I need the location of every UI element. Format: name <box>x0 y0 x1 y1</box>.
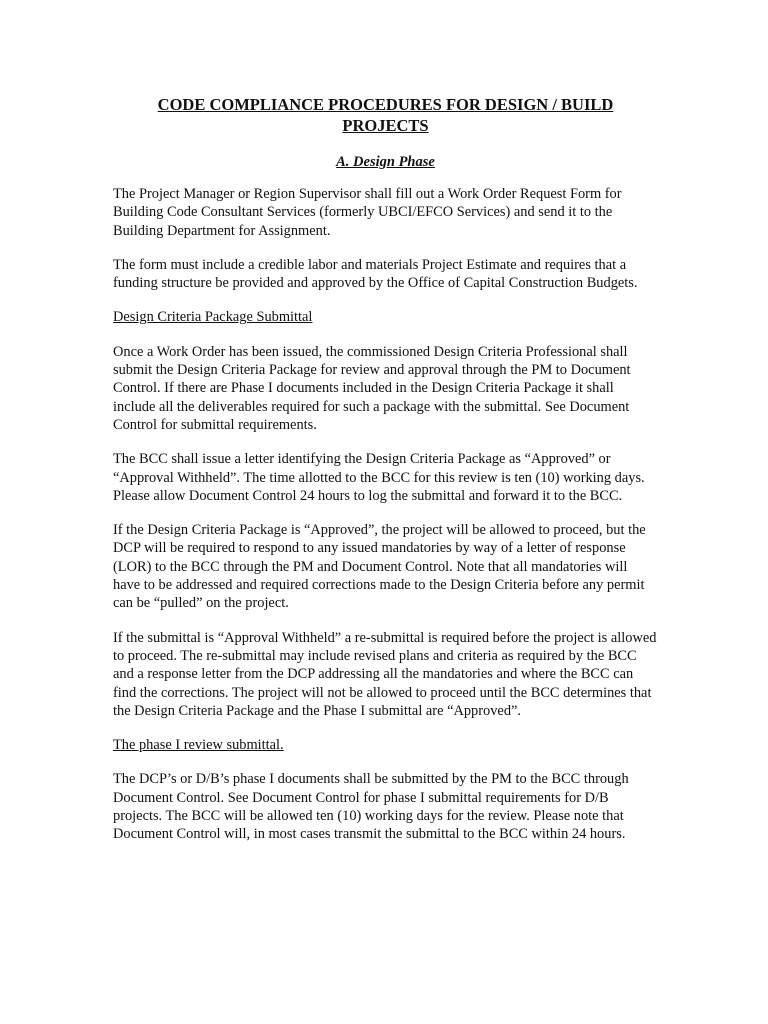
title-line-1: CODE COMPLIANCE PROCEDURES FOR DESIGN / BUILD <box>157 95 614 114</box>
heading-phase-i-review: The phase I review submittal. <box>113 737 284 754</box>
section-title: A. Design Phase <box>336 154 435 170</box>
paragraph-approval-withheld: If the submittal is “Approval Withheld” a re-submittal is required before the project is allowed to proceed. The re-submittal may include revised plans and criteria as required by the BCC and a response letter from the DCP addressing all the mandatories and where the BCC can find the corrections. The project will not be allowed to proceed until the BCC determines that the Design Criteria Package and the Phase I submittal are “Approved”. <box>113 629 657 719</box>
paragraph-bcc-letter: The BCC shall issue a letter identifying the Design Criteria Package as “Approved” or “Approval Withheld”. The time allotted to the BCC for this review is ten (10) working days. Please allow Document Control 24 hours to log the submittal and forward it to the BCC. <box>113 451 645 504</box>
document-page <box>113 94 658 860</box>
title-line-2: PROJECTS <box>342 116 429 135</box>
heading-design-criteria-submittal: Design Criteria Package Submittal <box>113 309 313 326</box>
paragraph-project-estimate: The form must include a credible labor and materials Project Estimate and requires that a funding structure be provided and approved by the Office of Capital Construction Budgets. <box>113 256 638 292</box>
paragraph-work-order-issued: Once a Work Order has been issued, the commissioned Design Criteria Professional shall submit the Design Criteria Package for review and approval through the PM to Document Control. If there are Phase I documents included in the Design Criteria Package it shall include all the deliverables required for such a package with the submittal. See Document Control for submittal requirements. <box>113 343 631 433</box>
paragraph-approved: If the Design Criteria Package is “Approved”, the project will be allowed to proceed, but the DCP will be required to respond to any issued mandatories by way of a letter of response (LOR) to the BCC through the PM and Document Control. Note that all mandatories will have to be addressed and required corrections made to the Design Criteria before any permit can be “pulled” on the project. <box>113 522 646 612</box>
paragraph-phase-i-documents: The DCP’s or D/B’s phase I documents shall be submitted by the PM to the BCC through Document Control. See Document Control for phase I submittal requirements for D/B projects. The BCC will be allowed ten (10) working days for the review. Please note that Document Control will, in most cases transmit the submittal to the BCC within 24 hours. <box>113 771 629 843</box>
paragraph-work-order-request: The Project Manager or Region Supervisor shall fill out a Work Order Request Form for Building Code Consultant Services (formerly UBCI/EFCO Services) and send it to the Building Department for Assignment. <box>113 186 622 239</box>
document-title <box>113 94 658 136</box>
